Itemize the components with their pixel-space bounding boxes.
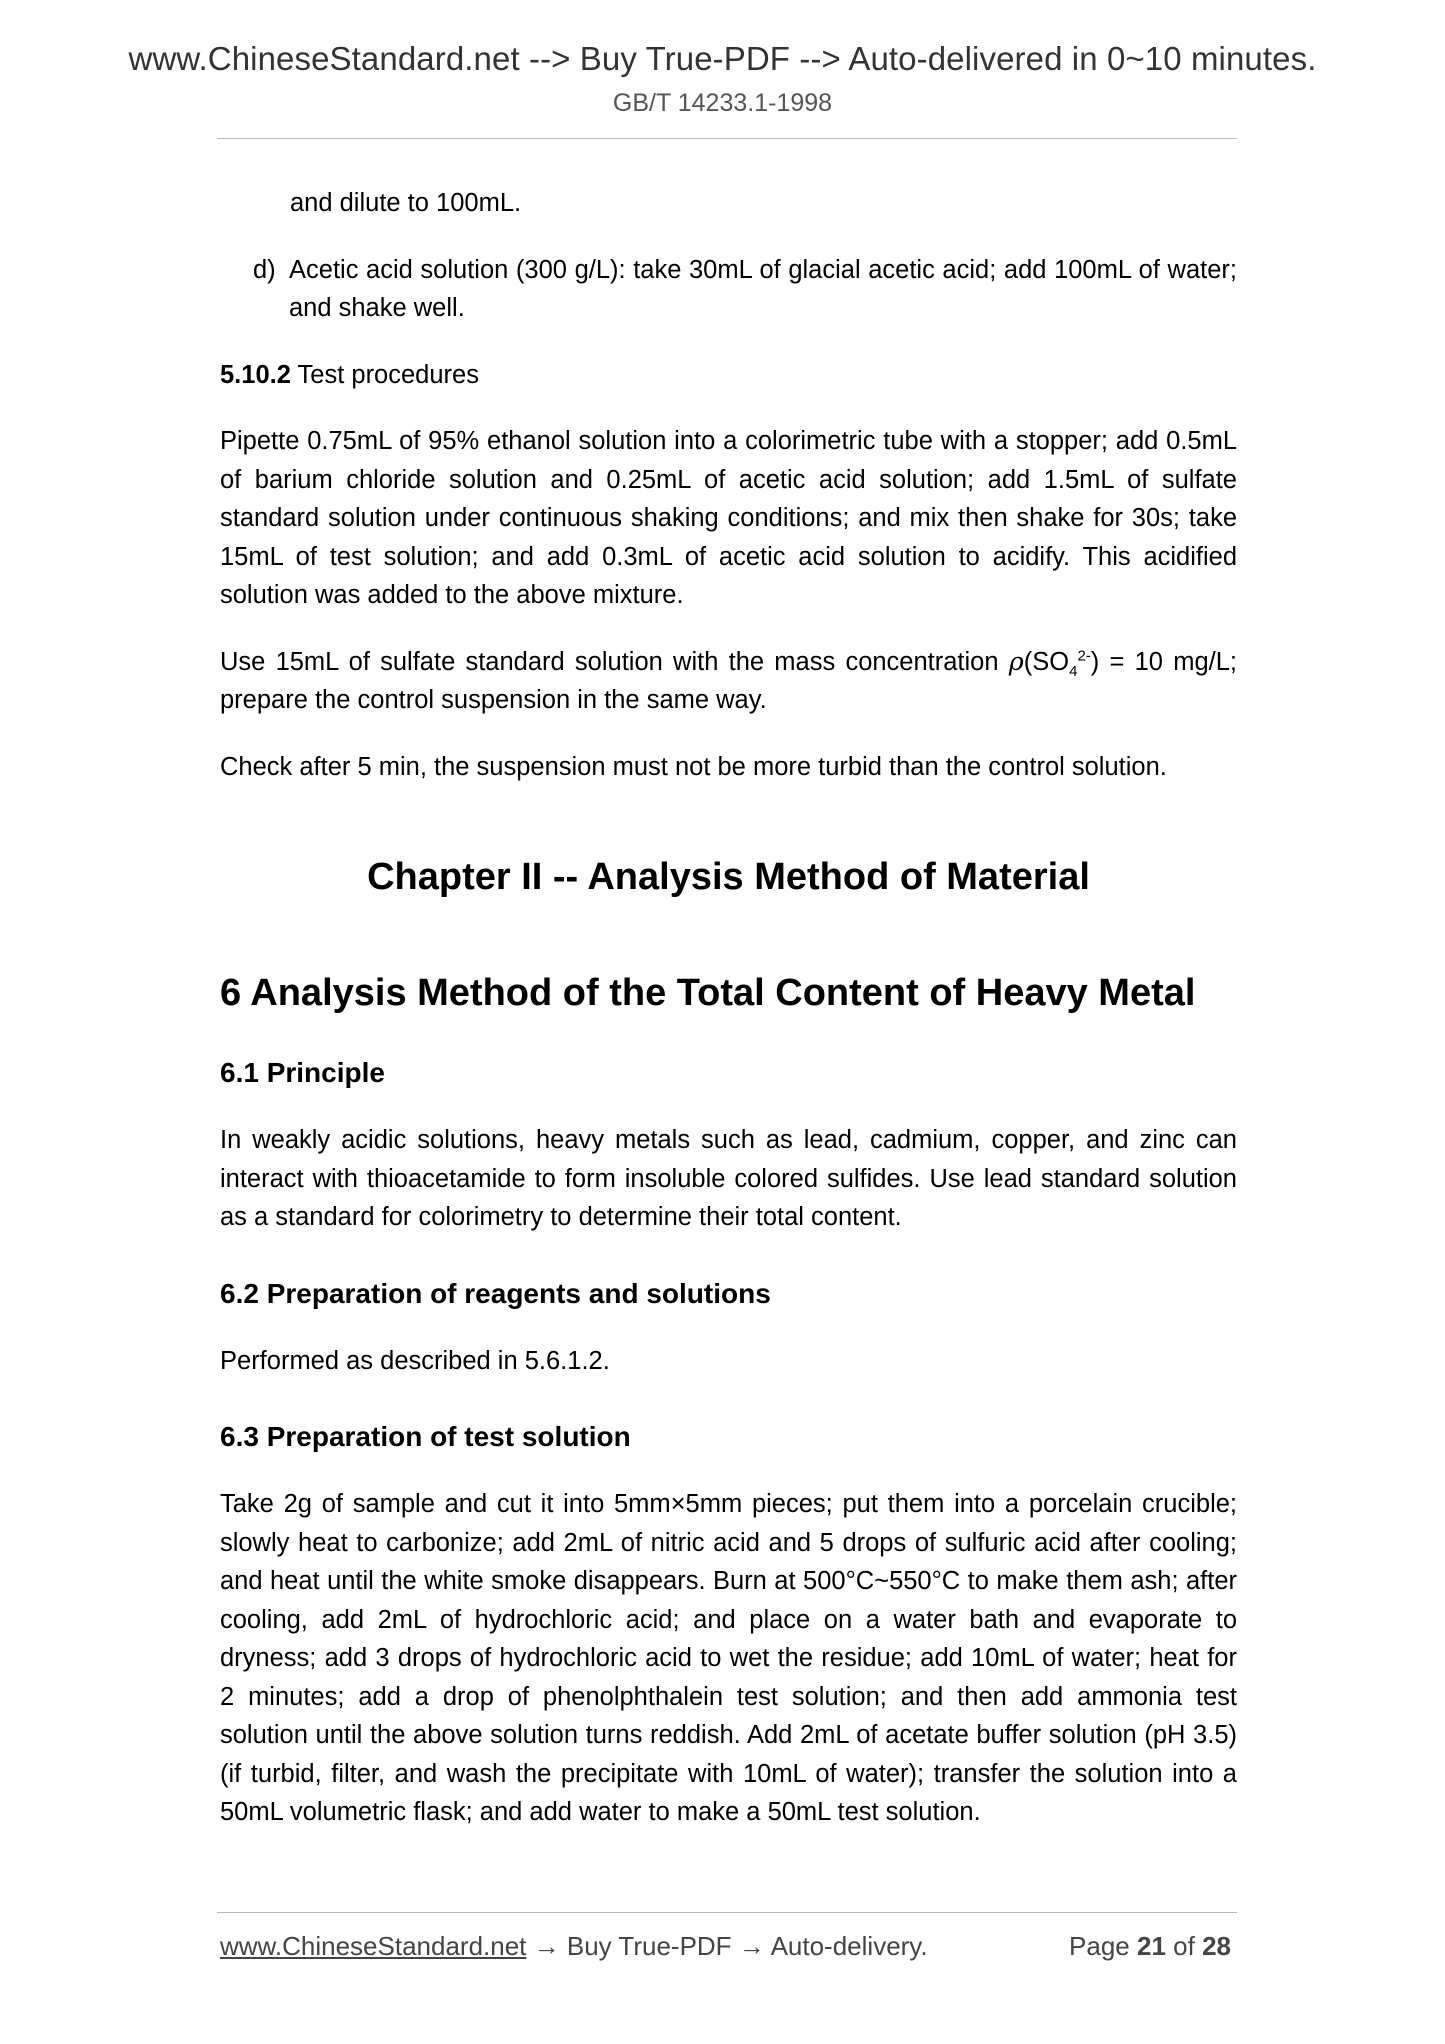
rho-symbol: ρ	[1008, 646, 1024, 677]
page-footer	[220, 1931, 1237, 1962]
formula-subscript: 4	[1069, 662, 1078, 680]
procedure-paragraph: Pipette 0.75mL of 95% ethanol solution into a colorimetric tube with a stopper; add 0.5mL of barium chloride solution and 0.25mL of acetic acid solution; add 1.5mL of sulfate standard solution under continuous shaking conditions; and mix then shake for 30s; take 15mL of test solution; and add 0.3mL of acetic acid solution to acidify. This acidified solution was added to the above mixture.	[220, 427, 1237, 609]
subsection-number: 5.10.2	[220, 360, 291, 389]
section-6-title: 6 Analysis Method of the Total Content of Heavy Metal	[220, 972, 1196, 1014]
control-text-before: Use 15mL of sulfate standard solution with the mass concentration	[220, 647, 1009, 676]
sulfate-formula: (SO	[1023, 647, 1070, 676]
check-paragraph: Check after 5 min, the suspension must not be more turbid than the control solution.	[220, 752, 1167, 781]
footer-site-link[interactable]: www.ChineseStandard.net	[220, 1931, 527, 1961]
section-6-1-title: 6.1 Principle	[220, 1057, 385, 1088]
header-divider	[217, 138, 1237, 139]
section-6-3-title: 6.3 Preparation of test solution	[220, 1421, 631, 1452]
page-number: 21	[1137, 1931, 1166, 1961]
page-label: Page	[1069, 1931, 1130, 1961]
subsection-5-10-2	[220, 356, 1237, 395]
control-paragraph	[220, 643, 1237, 720]
footer-tagline: → Buy True-PDF → Auto-delivery.	[526, 1931, 928, 1961]
header-banner[interactable]: www.ChineseStandard.net --> Buy True-PDF --> Auto-delivered in 0~10 minutes.	[128, 40, 1317, 77]
list-item-text: Acetic acid solution (300 g/L): take 30mL of glacial acetic acid; add 100mL of water; and shake well.	[289, 255, 1237, 322]
subsection-title: Test procedures	[297, 360, 479, 389]
page-total: 28	[1202, 1931, 1231, 1961]
section-6-3-text: Take 2g of sample and cut it into 5mm×5mm pieces; put them into a porcelain crucible; slowly heat to carbonize; add 2mL of nitric acid and 5 drops of sulfuric acid after cooling; and heat until the white smoke disappears. Burn at 500°C~550°C to make them ash; after cooling, add 2mL of hydrochloric acid; and place on a water bath and evaporate to dryness; add 3 drops of hydrochloric acid to wet the residue; add 10mL of water; heat for 2 minutes; add a drop of phenolphthalein test solution; and then add ammonia test solution until the above solution turns reddish. Add 2mL of acetate buffer solution (pH 3.5) (if turbid, filter, and wash the precipitate with 10mL of water); transfer the solution into a 50mL volumetric flask; and add water to make a 50mL test solution.	[220, 1490, 1237, 1826]
list-item-d	[220, 251, 1237, 328]
section-6-1-text: In weakly acidic solutions, heavy metals such as lead, cadmium, copper, and zinc can interact with thioacetamide to form insoluble colored sulfides. Use lead standard solution as a standard for colorimetry to determine their total content.	[220, 1126, 1237, 1231]
standard-code: GB/T 14233.1-1998	[612, 89, 833, 117]
footer-divider	[217, 1912, 1237, 1913]
page-indicator	[1069, 1931, 1231, 1962]
list-marker: d)	[253, 255, 276, 284]
section-6-2-text: Performed as described in 5.6.1.2.	[220, 1346, 610, 1375]
page-content	[220, 184, 1237, 1832]
chapter-title: Chapter II -- Analysis Method of Material	[367, 856, 1090, 898]
of-label: of	[1173, 1931, 1195, 1961]
formula-superscript: 2-	[1077, 647, 1091, 664]
control-text-after: ) = 10 mg/L; prepare the control suspension in the same way.	[220, 647, 1237, 714]
continuation-line: and dilute to 100mL.	[290, 189, 522, 217]
section-6-2-title: 6.2 Preparation of reagents and solutions	[220, 1277, 771, 1309]
